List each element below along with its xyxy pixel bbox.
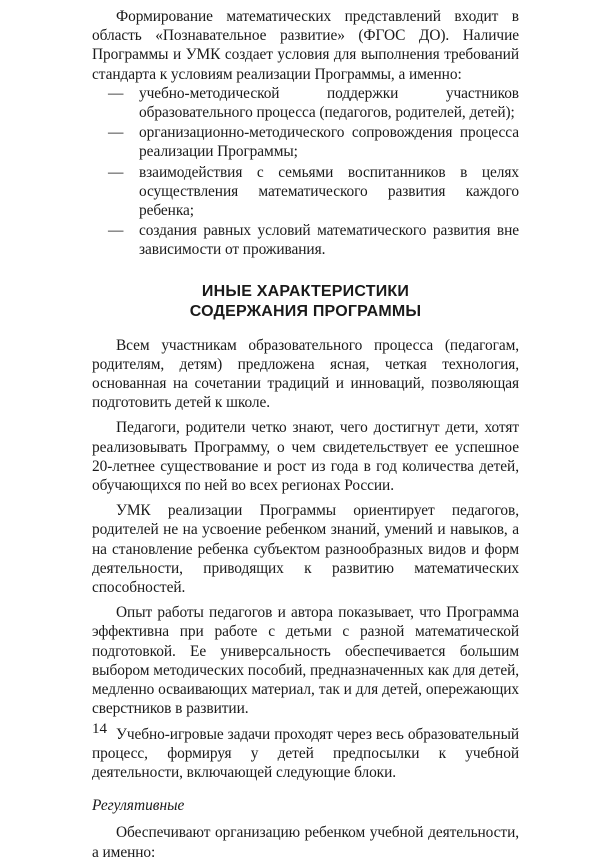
body-paragraph: Всем участникам образовательного процесса (педагогам, родителям, детям) предложена ясная, четкая технология, основанная на сочетании традиций и инноваций, позволяющая подготовить детей к школе. — [92, 336, 519, 412]
list-item: — создания равных условий математического развития вне зависимости от проживания. — [92, 221, 519, 259]
requirements-list — [92, 84, 519, 260]
text-column — [92, 7, 519, 862]
page-number: 14 — [92, 721, 107, 737]
body-paragraph: Учебно-игровые задачи проходят через весь образовательный процесс, формируя у детей предпосылки к учебной деятельности, включающей следующие блоки. — [92, 725, 519, 781]
list-item: — учебно-методической поддержки участников образовательного процесса (педагогов, родителей, детей); — [92, 84, 519, 122]
body-paragraph: Опыт работы педагогов и автора показывает, что Программа эффективна при работе с детьми с разной математической подготовкой. Ее универсальность обеспечивается большим выбором методических пособий, предназначенных как для детей, медленно осваивающих материал, так и для детей, опережающих сверстников в развитии. — [92, 604, 519, 718]
section-heading — [92, 282, 519, 322]
subheading: Регулятивные — [92, 797, 185, 815]
list-item: — взаимодействия с семьями воспитанников в целях осуществления математического развития каждого ребенка; — [92, 163, 519, 221]
list-item: — организационно-методического сопровождения процесса реализации Программы; — [92, 123, 519, 161]
body-paragraph: Педагоги, родители четко знают, чего достигнут дети, хотят реализовывать Программу, о чем свидетельствует ее успешное 20-летнее существование и рост из года в год количества детей, обучающихся по ней во всех регионах России. — [92, 419, 519, 495]
section-heading-line: СОДЕРЖАНИЯ ПРОГРАММЫ — [189, 302, 422, 320]
section-heading-line: ИНЫЕ ХАРАКТЕРИСТИКИ — [201, 282, 410, 300]
body-paragraph: Обеспечивают организацию ребенком учебной деятельности, а именно: — [92, 824, 519, 861]
intro-paragraph: Формирование математических представлений входит в область «Познавательное развитие» (ФГОС ДО). Наличие Программы и УМК создает условия для выполнения требований стандарта к условиям реализации Программы, а именно: — [92, 8, 519, 83]
body-paragraph: УМК реализации Программы ориентирует педагогов, родителей не на усвоение ребенком знаний, умений и навыков, а на становление ребенка субъектом разнообразных видов и форм деятельности, приводящих к развитию математических способностей. — [92, 502, 519, 597]
